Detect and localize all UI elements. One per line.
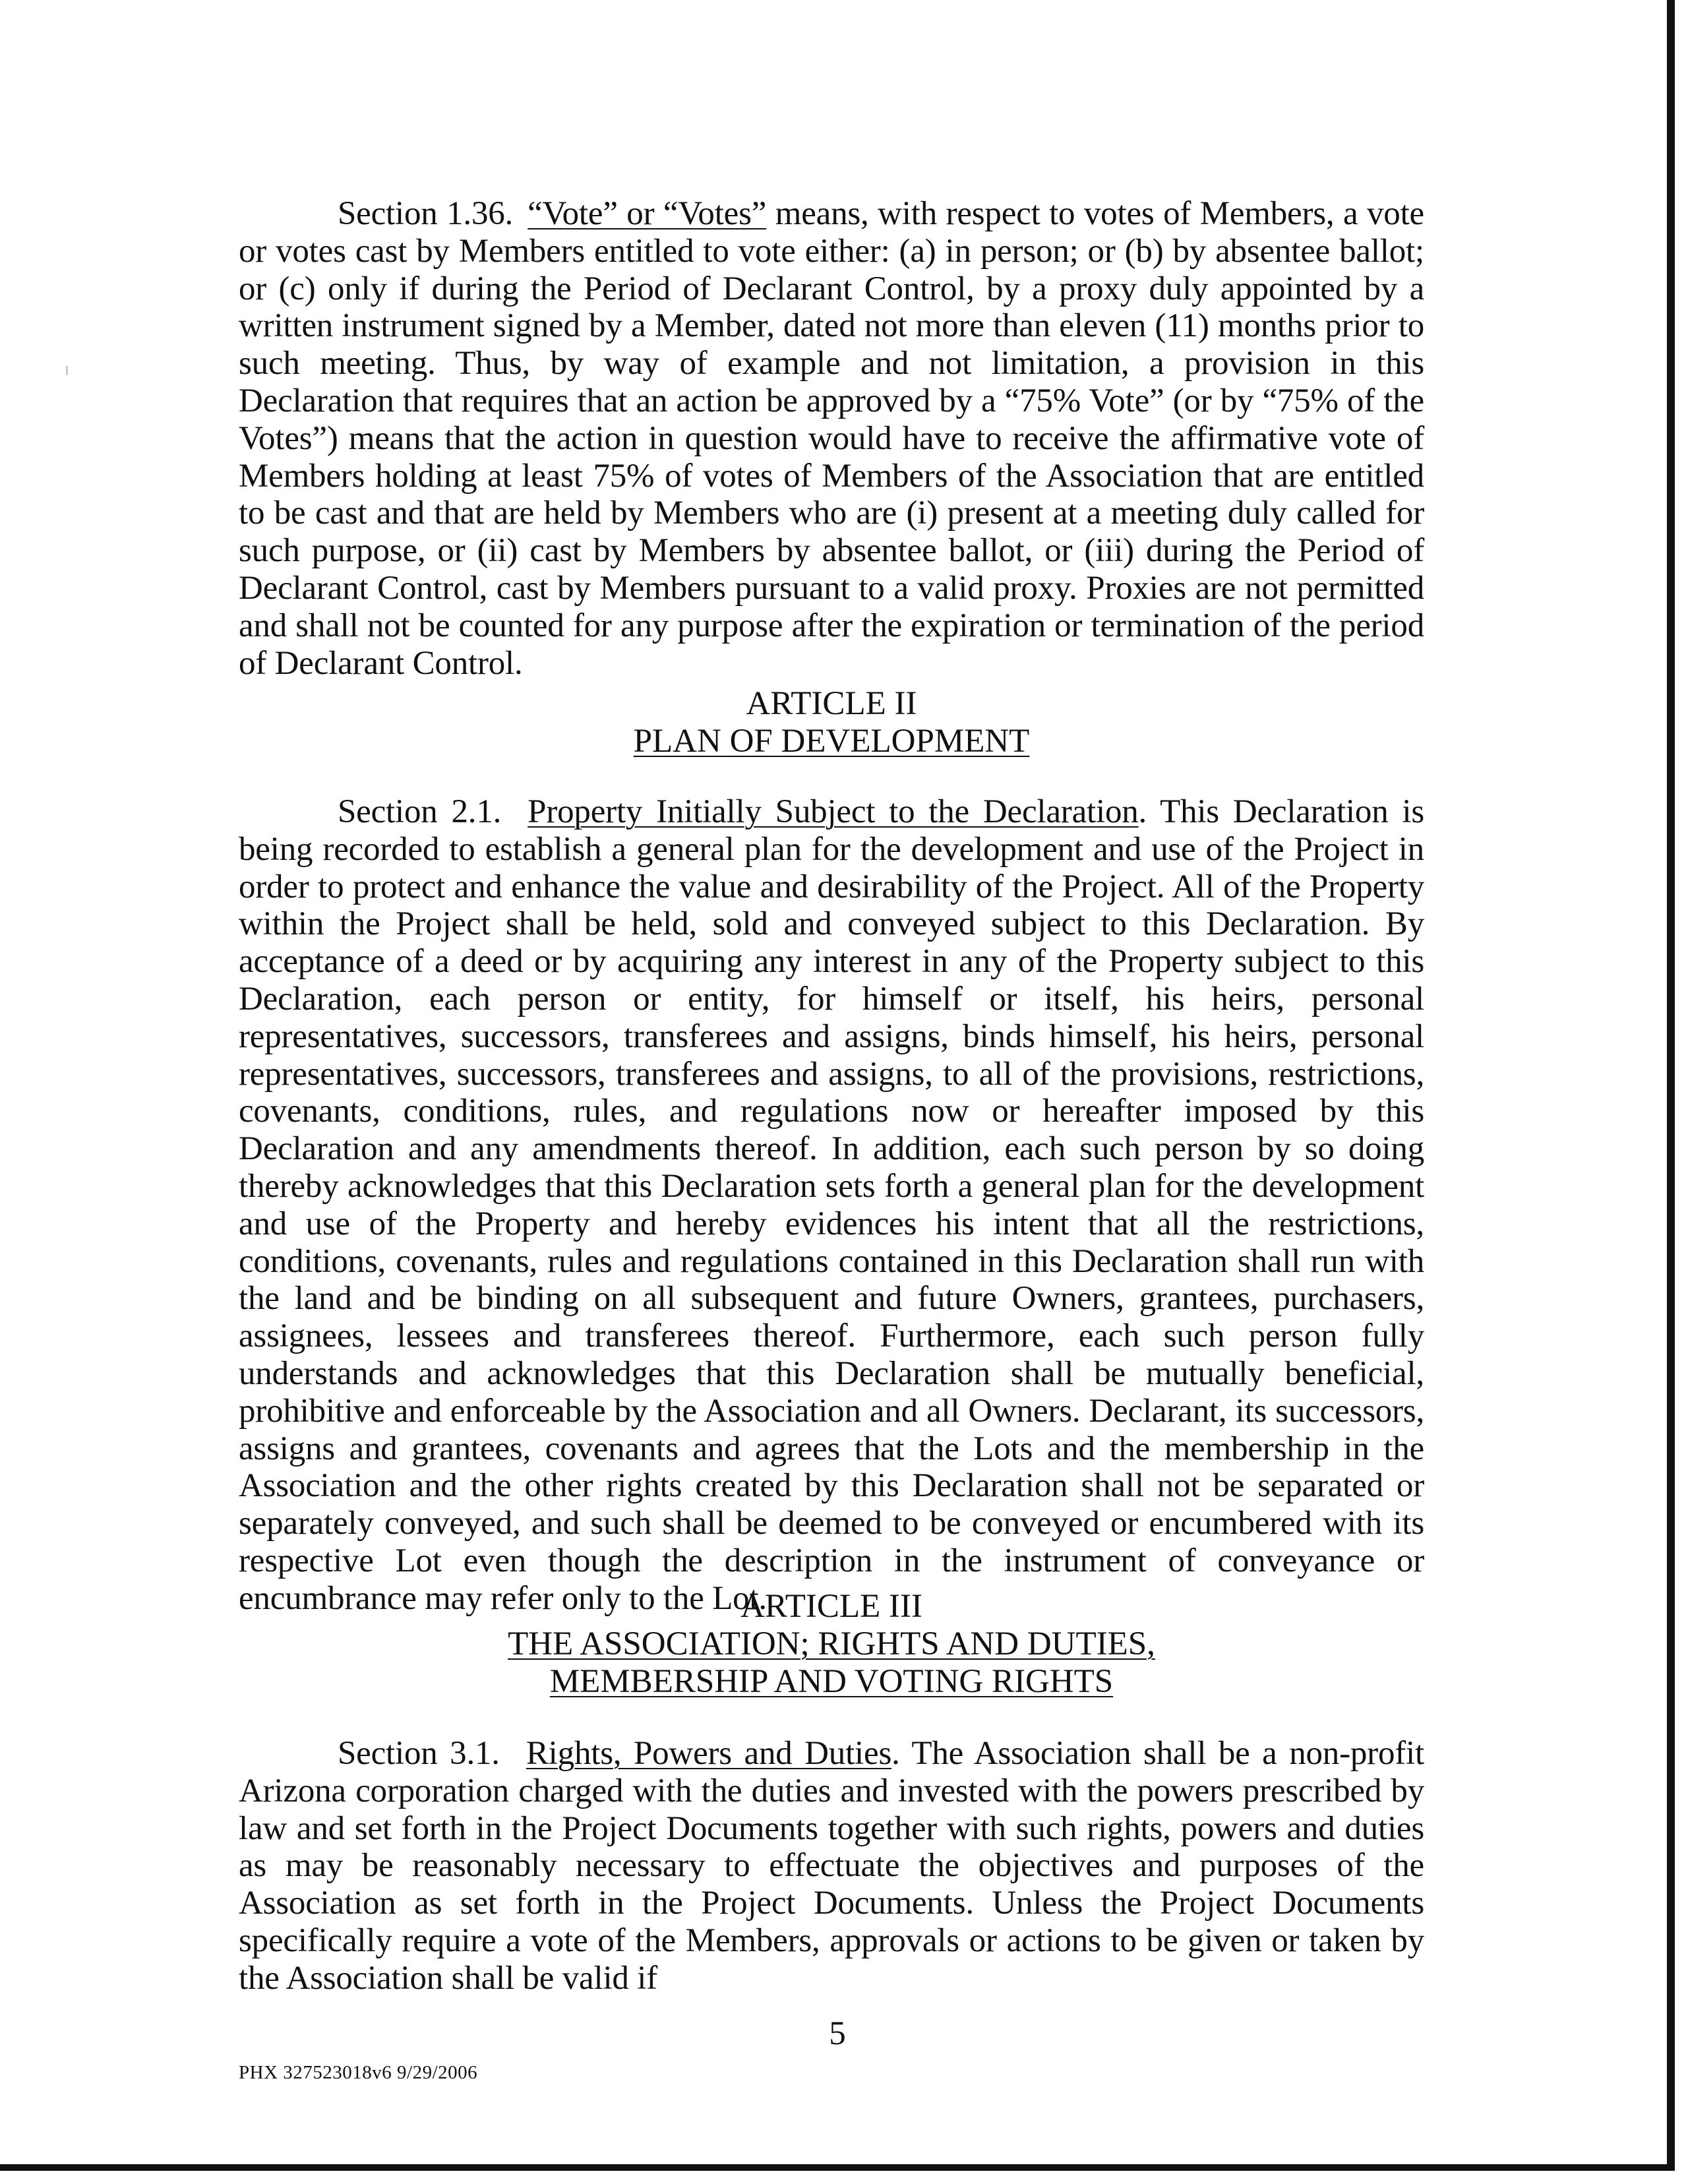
article-3-label: ARTICLE III bbox=[740, 1588, 922, 1625]
section-2-1-text: . This Declaration is being recorded to establish a general plan for the development and use of the Project in order to protect and enhance the value and desirability of the Project. All of the Property within the Project shall be held, sold and conveyed subject to this Declaration. By acceptance of a deed or by acquiring any interest in any of the Property subject to this Declaration, each person or entity, for himself or itself, his heirs, personal representatives, successors, transferees and assigns, binds himself, his heirs, personal representatives, successors, transferees and assigns, to all of the provisions, restrictions, covenants, conditions, rules, and regulations now or hereafter imposed by this Declaration and any amendments thereof. In addition, each such person by so doing thereby acknowledges that this Declaration sets forth a general plan for the development and use of the Property and hereby evidences his intent that all the restrictions, conditions, covenants, rules and regulations contained in this Declaration shall run with the land and be binding on all subsequent and future Owners, grantees, purchasers, assignees, lessees and transferees thereof. Furthermore, each such person fully understands and acknowledges that this Declaration shall be mutually beneficial, prohibitive and enforceable by the Association and all Owners. Declarant, its successors, assigns and grantees, covenants and agrees that the Lots and the membership in the Association and the other rights created by this Declaration shall not be separated or separately conveyed, and such shall be deemed to be conveyed or encumbered with its respective Lot even though the description in the instrument of conveyance or encumbrance may refer only to the Lot. bbox=[239, 793, 1424, 1617]
article-3-title-line-1: THE ASSOCIATION; RIGHTS AND DUTIES, bbox=[508, 1625, 1155, 1662]
section-1-36-text: means, with respect to votes of Members, a vote or votes cast by Members entitled to vote either: (a) in person; or (b) by absentee ballot; or (c) only if during the Period of Declarant Control, by a proxy duly appointed by a written instrument signed by a Member, dated not more than eleven (11) months prior to such meeting. Thus, by way of example and not limitation, a provision in this Declaration that requires that an action be approved by a “75% Vote” (or by “75% of the Votes”) means that the action in question would have to receive the affirmative vote of Members holding at least 75% of votes of Members of the Association that are entitled to be cast and that are held by Members who are (i) present at a meeting duly called for such purpose, or (ii) cast by Members by absentee ballot, or (iii) during the Period of Declarant Control, cast by Members pursuant to a valid proxy. Proxies are not permitted and shall not be counted for any purpose after the expiration or termination of the period of Declarant Control. bbox=[239, 195, 1424, 682]
scan-border-bottom bbox=[0, 2164, 1675, 2171]
article-2-title: PLAN OF DEVELOPMENT bbox=[633, 722, 1030, 760]
article-3-title-line-2: MEMBERSHIP AND VOTING RIGHTS bbox=[549, 1662, 1114, 1700]
article-2-heading bbox=[239, 685, 1424, 760]
section-2-1-number: Section 2.1. bbox=[338, 793, 502, 830]
document-id: PHX 327523018v6 9/29/2006 bbox=[239, 2062, 478, 2083]
section-3-1-number: Section 3.1. bbox=[338, 1735, 500, 1772]
section-2-1-paragraph bbox=[239, 793, 1424, 1618]
page-number: 5 bbox=[829, 2015, 846, 2052]
section-3-1-text: . The Association shall be a non-profit Arizona corporation charged with the duties and invested with the powers prescribed by law and set forth in the Project Documents together with such rights, powers and duties as may be reasonably necessary to effectuate the objectives and purposes of the Association as set forth in the Project Documents. Unless the Project Documents specifically require a vote of the Members, approvals or actions to be given or taken by the Association shall be valid if bbox=[239, 1735, 1424, 1997]
section-2-1-title: Property Initially Subject to the Declaration bbox=[528, 793, 1139, 830]
article-3-heading bbox=[239, 1588, 1424, 1700]
article-2-label: ARTICLE II bbox=[746, 685, 917, 722]
section-3-1-paragraph bbox=[239, 1735, 1424, 1997]
section-1-36-paragraph bbox=[239, 195, 1424, 682]
section-1-36-number: Section 1.36. bbox=[338, 195, 514, 232]
scan-border-right bbox=[1667, 0, 1675, 2169]
scan-speck bbox=[66, 366, 68, 375]
section-3-1-title: Rights, Powers and Duties bbox=[526, 1735, 892, 1772]
section-1-36-title: “Vote” or “Votes” bbox=[528, 195, 767, 232]
